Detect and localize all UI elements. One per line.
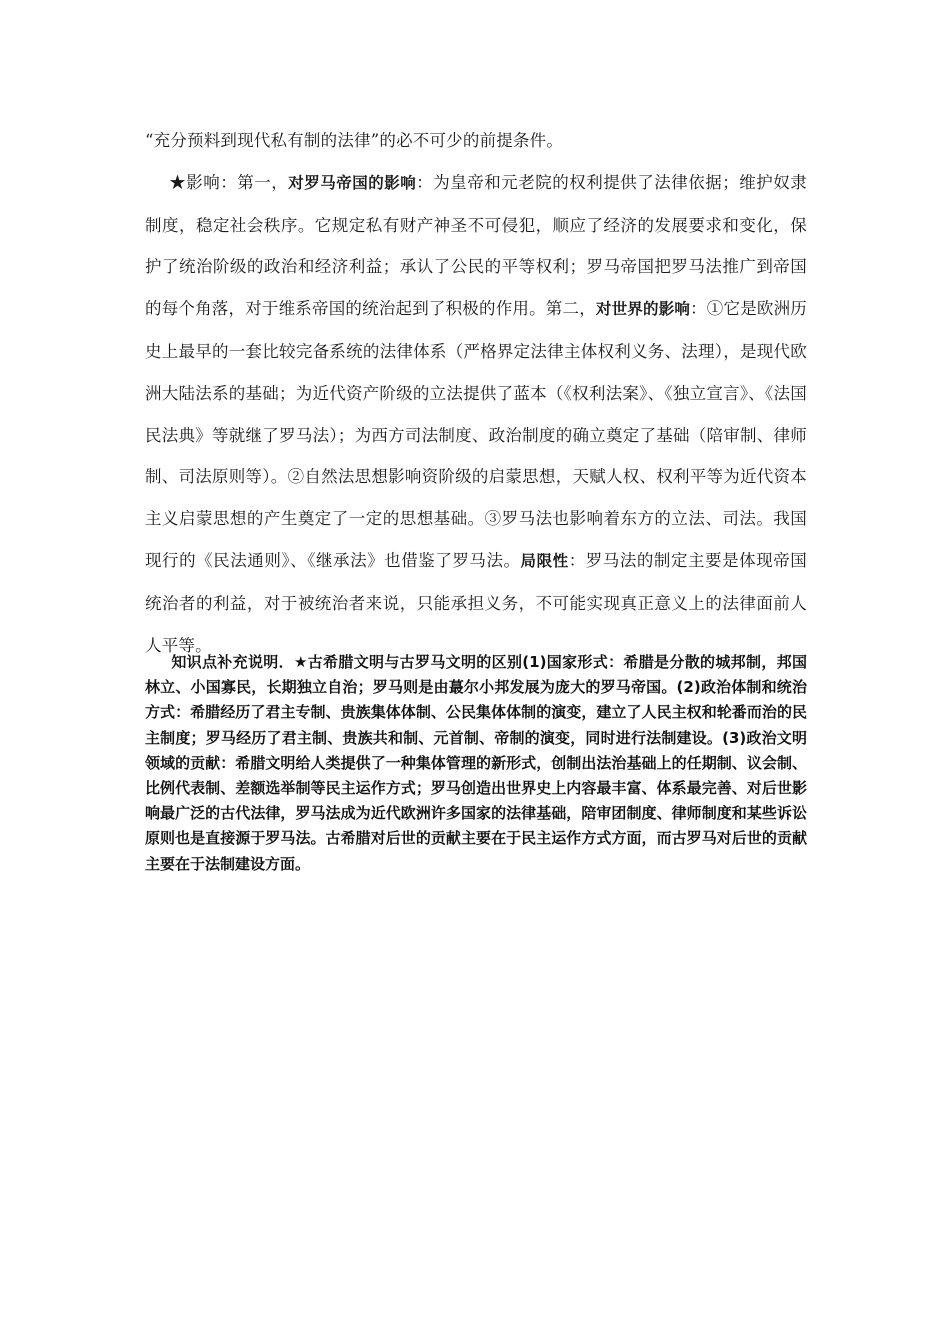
paragraph-line: “充分预料到现代私有制的法律”的必不可少的前提条件。 [145, 131, 564, 150]
heading-world-influence: 对世界的影响 [595, 300, 691, 319]
heading-rome-influence: 对罗马帝国的影响 [288, 173, 417, 192]
paragraph-text: ★影响：第一， [169, 172, 289, 192]
paragraph-text: ：①它是欧洲历史上最早的一套比较完备系统的法律体系（严格界定法律主体权利义务、法理），是现代欧洲大陆法系的基础；为近代资产阶级的立法提供了蓝本（《权利法案》、《独立宣言》、《法国民法典》等就继了罗马法）；为西方司法制度、政治制度的确立奠定了基础（陪审制、律师制、司法原则等）。②自然法思想影响资阶级的启蒙思想，天赋人权、权利平等为近代资本主义启蒙思想的产生奠定了一定的思想基础。③罗马法也影响着东方的立法、司法。我国现行的《民法通则》、《继承法》也借鉴了罗马法。 [145, 299, 808, 570]
paragraph-text: ：罗马法的制定主要是体现帝国统治者的利益，对于被统治者来说，只能承担义务，不可能实现真正意义上的法律面前人人平等。 [145, 550, 807, 655]
supplement-text: 知识点补充说明．★古希腊文明与古罗马文明的区别(1)国家形式：希腊是分散的城邦制，邦国林立、小国寡民，长期独立自治；罗马则是由蕞尔小邦发展为庞大的罗马帝国。(2)政治体制和统治方式：希腊经历了君主专制、贵族集体体制、公民集体体制的演变，建立了人民主权和轮番而治的民主制度；罗马经历了君主制、贵族共和制、元首制、帝制的演变，同时进行法制建设。(3)政治文明领域的贡献：希腊文明给人类提供了一种集体管理的新形式，创制出法治基础上的任期制、议会制、比例代表制、差额选举制等民主运作方式；罗马创造出世界史上内容最丰富、体系最完善、对后世影响最广泛的古代法律，罗马法成为近代欧洲许多国家的法律基础，陪审团制度、律师制度和某些诉讼原则也是直接源于罗马法。古希腊对后世的贡献主要在于民主运作方式方面，而古罗马对后世的贡献主要在于法制建设方面。 [145, 653, 807, 873]
supplement-paragraph [145, 650, 807, 877]
paragraph-text: ：为皇帝和元老院的权利提供了法律依据；维护奴隶制度，稳定社会秩序。它规定私有财产神圣不可侵犯，顺应了经济的发展要求和变化，保护了统治阶级的政治和经济利益；承认了公民的平等权利；罗马帝国把罗马法推广到帝国的每个角落，对于维系帝国的统治起到了积极的作用。第二， [145, 172, 807, 319]
heading-limitation: 局限性 [520, 551, 569, 570]
influence-paragraph [145, 120, 807, 666]
